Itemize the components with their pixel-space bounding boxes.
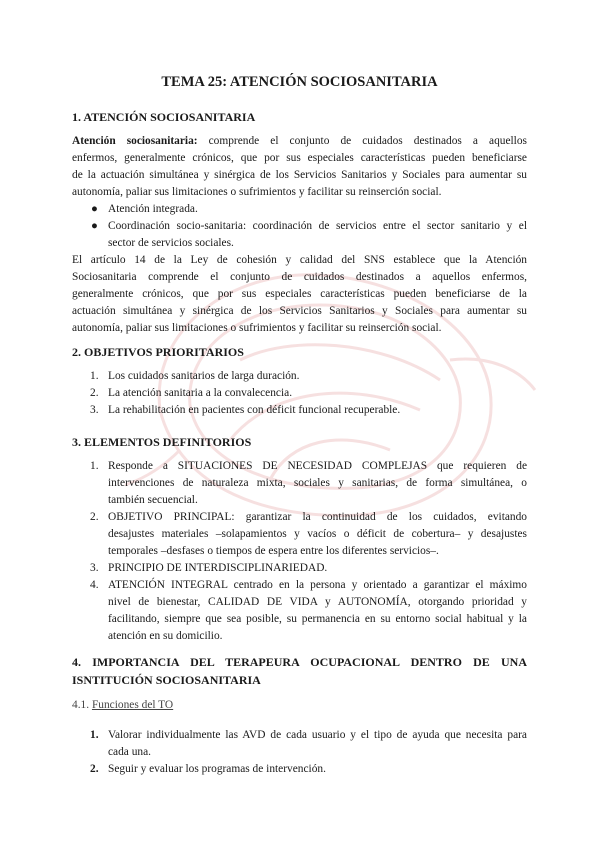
list-item: ● Coordinación socio-sanitaria: coordinación de servicios entre el sector sanitario y el <box>91 220 527 232</box>
section-4-heading: 4. IMPORTANCIA DEL TERAPEURA OCUPACIONAL DENTRO DE UNA ISNTITUCIÓN SOCIOSANITARIA <box>72 655 527 687</box>
list-item: 1. Los cuidados sanitarios de larga duración. <box>90 370 300 382</box>
definition-term: Atención sociosanitaria: <box>72 135 198 147</box>
list-item: 1. Responde a SITUACIONES DE NECESIDAD COMPLEJAS que requieren de intervenciones de naturaleza mixta, sociales y sanitarias, de forma simultánea, o también secuencial. <box>90 460 527 506</box>
list-item-continuation: sector de servicios sociales. <box>108 237 234 249</box>
list-item: 4. ATENCIÓN INTEGRAL centrado en la persona y orientado a garantizar el máximo nivel de bienestar, CALIDAD DE VIDA y AUTONOMÍA, otorgando prioridad y facilitando, siempre que sea posible, su permanencia en su entorno social habitual y la atención en su domicilio. <box>90 579 527 642</box>
article-paragraph: El artículo 14 de la Ley de cohesión y calidad del SNS establece que la Atención Sociosanitaria comprende el conjunto de cuidados destinados a aquellos enfermos, generalmente crónicos, que por sus especiales características pueden beneficiarse de la actuación simultánea y sinérgica de los Servicios Sanitarios y Sociales para aumentar su autonomía, paliar sus limitaciones o sufrimientos y facilitar su reinserción social. <box>72 254 527 334</box>
functions-list <box>72 727 527 778</box>
section-2-heading: 2. OBJETIVOS PRIORITARIOS <box>72 345 244 359</box>
subsection-4-1-heading: 4.1. Funciones del TO <box>72 699 174 711</box>
list-item: 3. La rehabilitación en pacientes con déficit funcional recuperable. <box>90 404 401 416</box>
bullet-list <box>91 201 527 252</box>
definition-paragraph: Atención sociosanitaria: comprende el conjunto de cuidados destinados a aquellos enfermos, generalmente crónicos, que por sus especiales características pueden beneficiarse de la actuación simultánea y sinérgica de los Servicios Sanitarios y Sociales para aumentar su autonomía, paliar sus limitaciones o sufrimientos y facilitar su reinserción social. <box>72 135 527 198</box>
list-item: 2. Seguir y evaluar los programas de intervención. <box>90 763 326 775</box>
list-item: ● Atención integrada. <box>91 203 198 215</box>
section-3-heading: 3. ELEMENTOS DEFINITORIOS <box>72 435 252 449</box>
list-item: 1. Valorar individualmente las AVD de cada usuario y el tipo de ayuda que necesita para cada una. <box>90 729 527 758</box>
list-item: 3. PRINCIPIO DE INTERDISCIPLINARIEDAD. <box>90 562 328 574</box>
document-title: TEMA 25: ATENCIÓN SOCIOSANITARIA <box>161 74 438 90</box>
objectives-list <box>72 368 527 419</box>
list-item: 2. La atención sanitaria a la convalecencia. <box>90 387 293 399</box>
section-1-heading: 1. ATENCIÓN SOCIOSANITARIA <box>72 110 256 124</box>
elements-list <box>72 458 527 645</box>
list-item: 2. OBJETIVO PRINCIPAL: garantizar la continuidad de los cuidados, evitando desajustes materiales –solapamientos y vacíos o déficit de cobertura– y desajustes temporales –desfases o tiempos de espera entre los diferentes servicios–. <box>90 511 527 557</box>
